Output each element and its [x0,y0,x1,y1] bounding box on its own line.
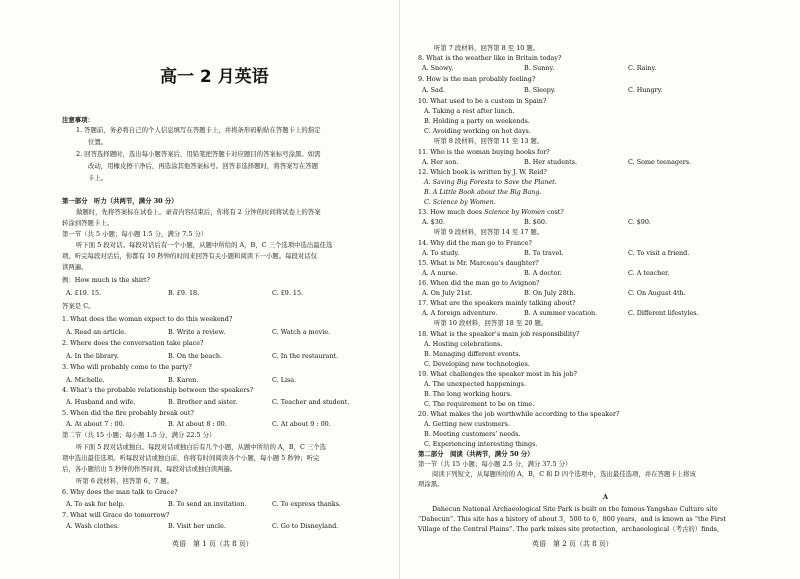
option-c: C. On August 4th. [628,289,686,297]
question-20: 20. What makes the job worthwhile according to the speaker? [418,410,620,418]
option-c: C. Go to Disneyland. [272,522,339,530]
option-a: A. Wash clothes. [66,522,120,530]
notice-line: 位置。 [88,138,108,146]
section1-intro: 听下面 5 段对话。每段对话后有一个小题，从题中所给的 A，B，C 三个选项中选出最佳选 [76,241,333,249]
option-a: A. Snowy. [422,64,454,72]
option-b: B. Visit her uncle. [168,522,226,530]
option-a: A. A nurse. [422,269,458,277]
listening-instruction: 听第 6 段材料，回答第 6、7 题。 [76,477,174,485]
option-c: C. Developing new technologies. [424,360,530,368]
question-text: 13. How much does [418,208,485,216]
page-footer: 英语 第 1 页（共 8 页） [172,540,253,548]
option-c: C. $90. [628,218,651,226]
passage-line: Village of the Central Plains”. The park mixes site protection，archaeological（考古的）finds， [418,525,724,533]
option-a: A. Getting new customers. [424,420,510,428]
option-a: A. To ask for help. [66,500,125,508]
option-c: C. Experiencing interesting things. [424,440,538,448]
part1-heading: 第一部分 听力（共两节，满分 30 分） [62,197,178,205]
question-1: 1. What does the woman expect to do this weekend? [62,315,233,323]
option-a: A. Her son. [422,158,459,166]
option-c: C. A teacher. [628,269,670,277]
option-c: C. Science by Women. [424,198,496,206]
question-text: cost? [545,208,564,216]
question-16: 16. When did the man go to Avignon? [418,279,540,287]
option-b: B. Her students. [524,158,578,166]
notice-line: 1. 答题前，务必将自己的个人信息填写在答题卡上，并将条形码粘贴在答题卡上的指定 [76,126,321,134]
question-10: 10. What used to be a custom in Spain? [418,97,547,105]
question-9: 9. How is the man probably feeling? [418,75,536,83]
question-5: 5. When did the fire probably break out? [62,409,194,417]
option-b: B. Managing different events. [424,350,521,358]
option-a: A. In the library. [66,352,119,360]
passage-label: A [603,493,608,501]
part2-intro: 阅读下列短文，从每题所给的 A，B，C 和 D 四个选项中，选出最佳选项，并在答题卡上将该 [432,470,696,478]
listening-instruction: 听第 10 段材料，回答第 18 至 20 题。 [434,319,548,327]
option-b: B. On July 28th. [524,289,576,297]
option-b: B. The long working hours. [424,390,513,398]
option-a: A. The unexpected happenings. [424,380,526,388]
part1-intro: 做题时，先将答案标在试卷上。录音内容结束后，你将有 2 分钟的时间将试卷上的答案 [76,208,321,216]
option-a: A. $30. [422,218,445,226]
question-13 [418,208,564,217]
option-a: A. Michelle. [66,376,105,384]
option-b: B. To send an invitation. [168,500,247,508]
part2-intro: 项涂黑。 [418,480,444,488]
option-c: C. Avoiding working on hot days. [424,127,531,135]
option-a: A. Husband and wife. [66,398,136,406]
option-b: B. Brother and sister. [168,398,238,406]
option-a: A. A foreign adventure. [422,309,498,317]
question-18: 18. What is the speaker’s main job responsibility? [418,330,580,338]
question-6: 6. Why does the man talk to Grace? [62,488,178,496]
option-a: A. Sad. [422,86,445,94]
question-14: 14. Why did the man go to France? [418,239,532,247]
option-a: A. Read an article. [66,328,127,336]
question-8: 8. What is the weather like in Britain today? [418,54,562,62]
listening-instruction: 听第 7 段材料，回答第 8 至 10 题。 [434,44,540,52]
question-4: 4. What’s the probable relationship between the speakers? [62,386,254,394]
notice-heading: 注意事项： [62,116,94,124]
listening-instruction: 听第 8 段材料，回答第 11 至 13 题。 [434,137,544,145]
question-19: 19. What challenges the speaker most in his job? [418,370,577,378]
option-b: B. At about 8 : 00. [168,420,227,428]
option-c: C. The requirement to be on time. [424,400,535,408]
section2-intro: 后，各小题给出 5 秒钟的作答时间。每段对话或独白读两遍。 [62,465,237,473]
passage-line: Dahecun National Archaeological Site Park is built on the famous Yangshao Culture site [432,505,718,513]
option-c: C. To express thanks. [272,500,342,508]
option-b: B. A summer vacation. [524,309,598,317]
option-b: B. Karen. [168,376,199,384]
option-a: A. £19. 15. [66,289,102,297]
option-b: B. A doctor. [524,269,562,277]
option-c: C. Teacher and student. [272,398,350,406]
question-15: 15. What is Mr. Marceau’s daughter? [418,259,539,267]
option-c: C. To visit a friend. [628,249,690,257]
notice-line: 2. 回答选择题时，选出每小题答案后，用铅笔把答题卡对应题目的答案标号涂黑。如需 [76,150,321,158]
book-title: Science by Women [484,208,546,216]
part2-section1-heading: 第一节（共 15 小题；每小题 2.5 分，满分 37.5 分） [418,460,572,468]
question-17: 17. What are the speakers mainly talking about? [418,299,576,307]
option-a: A. Saving Big Forests to Save the Planet. [424,178,557,186]
section1-heading: 第一节（共 5 小题；每小题 1.5 分，满分 7.5 分） [62,230,208,238]
question-7: 7. What will Grace do tomorrow? [62,511,170,519]
option-b: B. $60. [524,218,547,226]
option-b: B. Meeting customers’ needs. [424,430,521,438]
option-a: A. Hosting celebrations. [424,340,503,348]
option-c: C. Watch a movie. [272,328,331,336]
option-b: B. A Little Book about the Big Bang. [424,188,542,196]
page-divider [399,0,400,579]
option-b: B. Sunny. [524,64,555,72]
section2-intro: 听下面 5 段对话或独白。每段对话或独白后有几个小题，从题中所给的 A，B，C 三个选 [76,443,327,451]
option-b: B. Holding a party on weekends. [424,117,530,125]
section1-intro: 读两遍。 [62,263,88,271]
section1-intro: 项。听完每段对话后，你都有 10 秒钟的时间来回答有关小题和阅读下一小题。每段对话仅 [62,252,318,260]
option-b: B. Sleepy. [524,86,556,94]
option-c: C. Some teenagers. [628,158,692,166]
option-b: B. Write a review. [168,328,226,336]
question-3: 3. Who will probably come to the party? [62,363,192,371]
notice-line: 卡上。 [88,174,108,182]
option-b: B. To travel. [524,249,564,257]
example-answer: 答案是 C。 [62,302,95,310]
option-c: C. In the restaurant. [272,352,339,360]
page-footer: 英语 第 2 页（共 8 页） [532,540,613,548]
part1-intro: 转涂到答题卡上。 [62,219,114,227]
option-a: A. To study. [422,249,460,257]
passage-line: “Dahecun”. This site has a history of about 3，500 to 6，800 years，and is known as “the First [418,515,726,523]
question-2: 2. Where does the conversation take place? [62,339,204,347]
option-c: C. Different lifestyles. [628,309,699,317]
option-c: C. Rainy. [628,64,657,72]
option-a: A. At about 7 : 00. [66,420,125,428]
right-page [402,0,800,579]
section2-intro: 项中选出最佳选项。听每段对话或独白前，你将有时间阅读各个小题，每小题 5 秒钟；听完 [62,454,320,462]
option-b: B. On the beach. [168,352,223,360]
notice-line: 改动，用橡皮擦干净后，再选涂其他答案标号。回答非选择题时，将答案写在答题 [88,162,319,170]
section2-heading: 第二节（共 15 小题；每小题 1.5 分，满分 22.5 分） [62,431,216,439]
question-12: 12. Which book is written by J. W. Reid? [418,168,547,176]
option-a: A. Taking a rest after lunch. [424,107,515,115]
option-c: C. Hungry. [628,86,663,94]
left-page [0,0,398,579]
option-c: C. At about 9 : 00. [272,420,331,428]
question-11: 11. Who is the woman buying books for? [418,148,550,156]
option-c: C. £9. 15. [272,289,304,297]
exam-title: 高一 2 月英语 [160,67,269,87]
part2-heading: 第二部分 阅读（共两节，满分 50 分） [418,450,534,458]
option-c: C. Lisa. [272,376,297,384]
listening-instruction: 听第 9 段材料，回答第 14 至 17 题。 [434,228,544,236]
example-question: 例：How much is the shirt? [62,276,150,284]
option-a: A. On July 21st. [422,289,473,297]
option-b: B. £9. 18. [168,289,200,297]
